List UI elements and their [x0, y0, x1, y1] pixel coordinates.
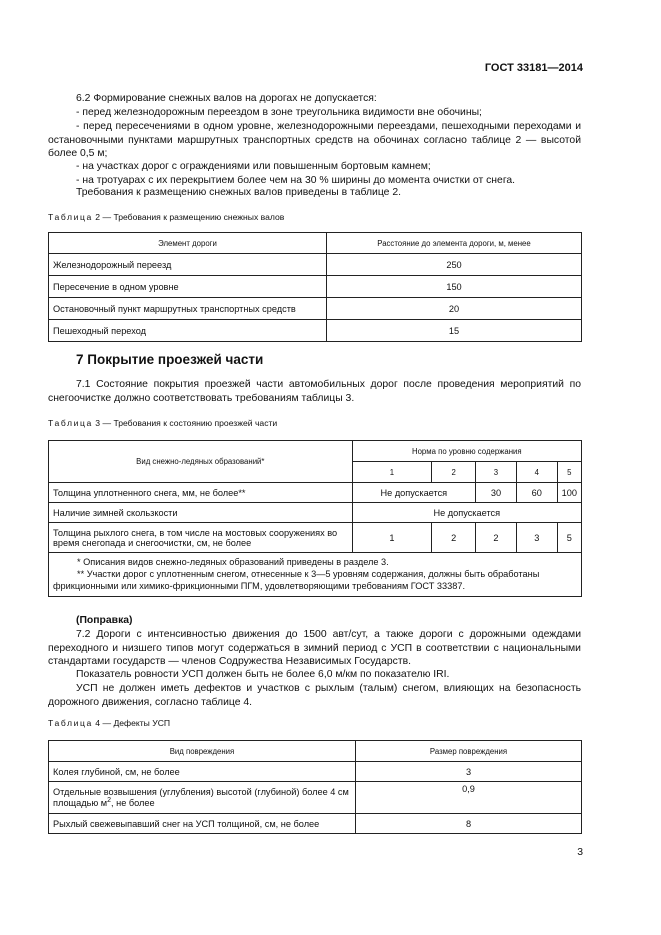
table-cell: 0,9 [356, 782, 582, 814]
table-cell: Толщина рыхлого снега, в том числе на мостовых сооружениях во время снегопада и снегоочистки, см, не более [49, 523, 353, 553]
table3 [48, 440, 582, 597]
table-row [49, 814, 582, 834]
requirements-text: Требования к размещению снежных валов приведены в таблице 2. [76, 187, 401, 198]
table4-caption: Таблица 4 — Дефекты УСП [48, 718, 171, 728]
amendment-label: (Поправка) [76, 615, 133, 626]
table-row [49, 523, 582, 553]
table-cell: 250 [327, 254, 582, 276]
paragraph-7-1: 7.1 Состояние покрытия проезжей части автомобильных дорог после проведения мероприятий по снегоочистке должно соответствовать требованиям таблицы 3. [48, 379, 581, 404]
table-cell: 100 [557, 483, 581, 503]
footnote-2: ** Участки дорог с уплотненным снегом, отнесенные к 3—5 уровням содержания, должны быть обработаны фрикционными или химико-фрикционными ПГМ, удовлетворяющими требованиям ГОСТ 33387. [53, 569, 540, 591]
paragraph-7-2: 7.2 Дороги с интенсивностью движения до 1500 авт/сут, а также дороги с дорожными одеждами переходного и низшего типов могут содержаться в зимний период с УСП в соответствии с национальными стандартами государств — членов Содружества Независимых Государств. [48, 629, 581, 668]
table-cell: Не допускается [352, 483, 475, 503]
table-cell: 15 [327, 320, 582, 342]
table3-notes [49, 553, 582, 597]
table-cell: Пешеходный переход [49, 320, 327, 342]
level-header: 5 [557, 462, 581, 483]
table-cell: Не допускается [352, 503, 581, 523]
table2-header: Расстояние до элемента дороги, м, менее [327, 233, 582, 254]
table-cell: 150 [327, 276, 582, 298]
table-cell: Толщина уплотненного снега, мм, не более** [49, 483, 353, 503]
table2-caption: Таблица 2 — Требования к размещению снежных валов [48, 212, 285, 222]
table4 [48, 740, 582, 834]
table2-header: Элемент дороги [49, 233, 327, 254]
page-number: 3 [577, 847, 583, 858]
level-header: 1 [352, 462, 432, 483]
table-cell: Остановочный пункт маршрутных транспортных средств [49, 298, 327, 320]
footnote-1: * Описания видов снежно-ледяных образований приведены в разделе 3. [77, 557, 389, 567]
table-cell: 20 [327, 298, 582, 320]
table4-header: Вид повреждения [49, 741, 356, 762]
paragraph-6-2: 6.2 Формирование снежных валов на дорогах не допускается: [76, 93, 377, 104]
bullet-3: - на участках дорог с ограждениями или повышенным бортовым камнем; [76, 161, 431, 172]
usp-text: УСП не должен иметь дефектов и участков с рыхлым (талым) снегом, влияющих на безопасность дорожного движения, согласно таблице 4. [48, 683, 581, 708]
bullet-4: - на тротуарах с их перекрытием более чем на 30 % ширины до момента очистки от снега. [76, 175, 516, 186]
table-row [49, 483, 582, 503]
table3-header-type: Вид снежно-ледяных образований* [49, 441, 353, 483]
table-cell: 2 [476, 523, 517, 553]
table-cell: Железнодорожный переезд [49, 254, 327, 276]
table3-header-group: Норма по уровню содержания [352, 441, 581, 462]
section-7-title: 7 Покрытие проезжей части [76, 352, 264, 367]
level-header: 2 [432, 462, 476, 483]
table-cell: 1 [352, 523, 432, 553]
table-cell: 2 [432, 523, 476, 553]
table-row [49, 276, 582, 298]
table-cell: 3 [356, 762, 582, 782]
table2 [48, 232, 582, 342]
bullet-1: - перед железнодорожным переездом в зоне треугольника видимости вне обочины; [76, 107, 482, 118]
bullet-2: - перед пересечениями в одном уровне, железнодорожными переездами, пешеходными переходами и остановочными пунктами маршрутных транспортных средств на обочинах согласно таблице 2 — высотой более 0,5 м; [48, 121, 581, 160]
table-row [49, 320, 582, 342]
table-row [49, 762, 582, 782]
table-row [49, 782, 582, 814]
table-cell: 8 [356, 814, 582, 834]
table-cell: 60 [516, 483, 557, 503]
table-cell: Колея глубиной, см, не более [49, 762, 356, 782]
table4-header: Размер повреждения [356, 741, 582, 762]
table-row [49, 254, 582, 276]
table-cell: Отдельные возвышения (углубления) высотой (глубиной) более 4 см площадью $м^2$, не более [49, 782, 356, 814]
table-cell: 30 [476, 483, 517, 503]
table-row [49, 503, 582, 523]
table-cell: Рыхлый свежевыпавший снег на УСП толщиной, см, не более [49, 814, 356, 834]
table-cell: Наличие зимней скользкости [49, 503, 353, 523]
table-row [49, 298, 582, 320]
table-cell: 5 [557, 523, 581, 553]
document-number: ГОСТ 33181—2014 [484, 62, 583, 74]
level-header: 3 [476, 462, 517, 483]
level-header: 4 [516, 462, 557, 483]
iri-text: Показатель ровности УСП должен быть не более 6,0 м/км по показателю IRI. [76, 669, 450, 680]
table-cell: Пересечение в одном уровне [49, 276, 327, 298]
table3-caption: Таблица 3 — Требования к состоянию проезжей части [48, 418, 278, 428]
table-cell: 3 [516, 523, 557, 553]
